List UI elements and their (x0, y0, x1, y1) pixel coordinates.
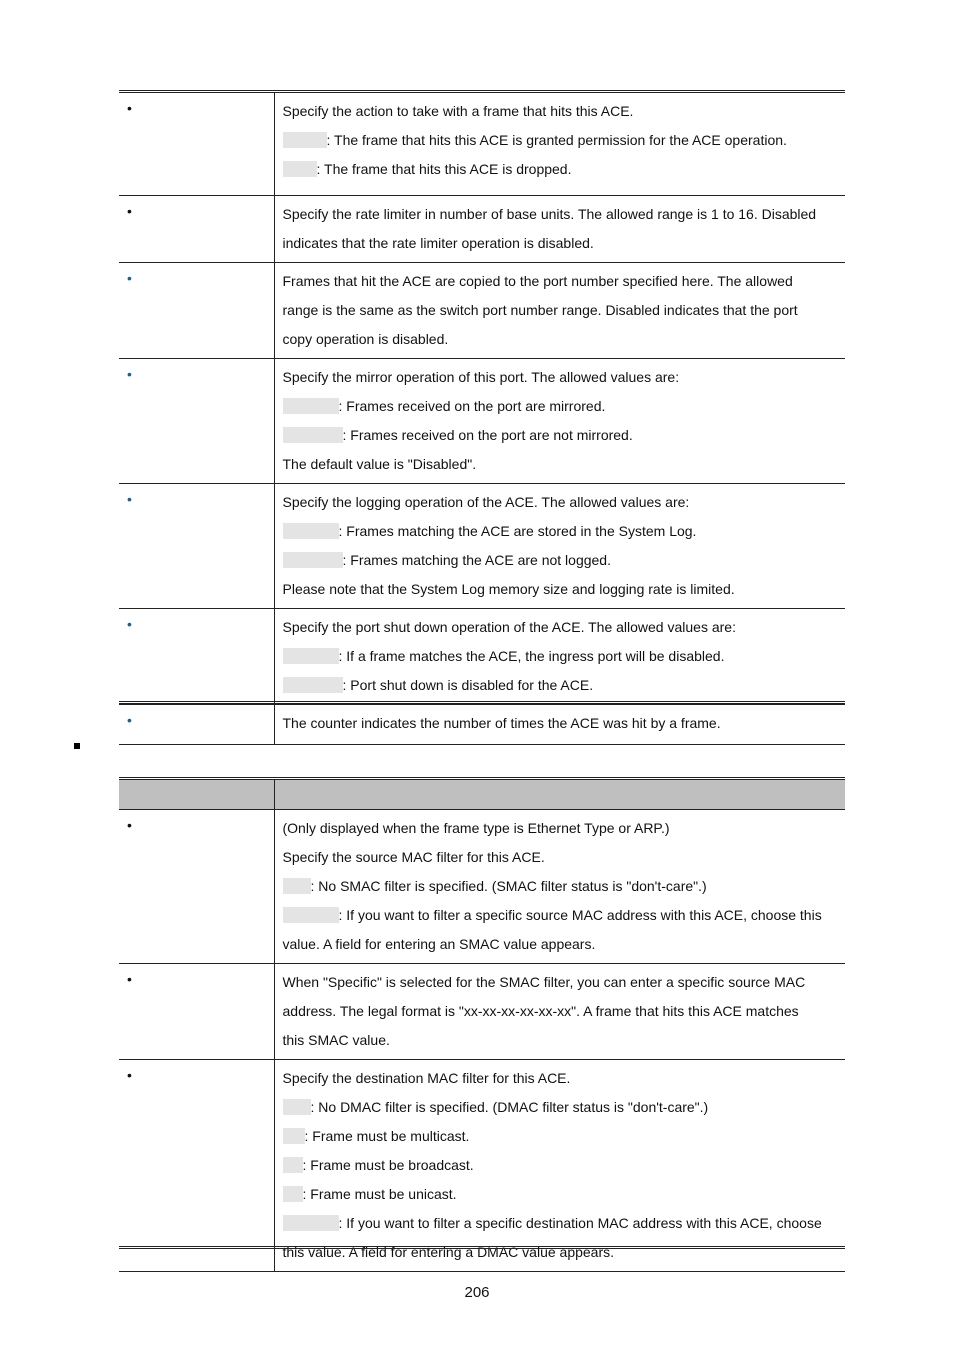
description-cell (274, 1060, 845, 1272)
description-line (283, 901, 840, 930)
description-line (283, 709, 840, 738)
description-text: Specify the action to take with a frame that hits this ACE. (282, 103, 634, 119)
description-line (283, 488, 840, 517)
description-line (283, 363, 840, 392)
description-line (283, 1026, 840, 1055)
parameter-cell (119, 92, 274, 196)
bullet-icon: • (127, 817, 132, 833)
description-text: Frames that hit the ACE are copied to the port number specified here. The allowed (282, 273, 793, 289)
table-row (119, 609, 845, 705)
description-text: Specify the logging operation of the ACE. The allowed values are: (282, 494, 690, 510)
parameter-cell (119, 359, 274, 484)
description-text: Specify the source MAC filter for this ACE. (282, 849, 545, 865)
value-placeholder (283, 677, 343, 693)
parameter-cell (119, 1060, 274, 1272)
description-line (283, 155, 840, 184)
bullet-icon: • (127, 971, 132, 987)
description-line (283, 968, 840, 997)
description-line (283, 392, 840, 421)
parameter-cell (119, 964, 274, 1060)
description-line (283, 642, 840, 671)
description-text: value. A field for entering an SMAC value appears. (282, 936, 596, 952)
description-line (283, 126, 840, 155)
bullet-icon: • (127, 1067, 132, 1083)
description-text: : The frame that hits this ACE is granted permission for the ACE operation. (326, 132, 787, 148)
description-line (283, 930, 840, 959)
description-text: Specify the mirror operation of this port. The allowed values are: (282, 369, 680, 385)
description-line (283, 325, 840, 354)
parameter-cell (119, 810, 274, 964)
section-bullet-square-icon (74, 743, 80, 749)
description-line (283, 1093, 840, 1122)
description-text: address. The legal format is "xx-xx-xx-xx-xx-xx". A frame that hits this ACE matches (282, 1003, 799, 1019)
table-row (119, 359, 845, 484)
description-text: The counter indicates the number of times the ACE was hit by a frame. (282, 715, 721, 731)
bullet-icon: • (127, 712, 132, 728)
table-1-bottom-rule (119, 701, 845, 704)
value-placeholder (283, 1128, 305, 1144)
description-text: (Only displayed when the frame type is Ethernet Type or ARP.) (282, 820, 670, 836)
description-text: : Frames matching the ACE are not logged. (342, 552, 611, 568)
description-text: When "Specific" is selected for the SMAC filter, you can enter a specific source MAC (282, 974, 806, 990)
description-line (283, 575, 840, 604)
value-placeholder (283, 907, 339, 923)
value-placeholder (283, 552, 343, 568)
description-cell (274, 705, 845, 745)
description-line (283, 97, 840, 126)
description-text: Please note that the System Log memory size and logging rate is limited. (282, 581, 735, 597)
description-line (283, 843, 840, 872)
description-line (283, 421, 840, 450)
description-text: Specify the rate limiter in number of base units. The allowed range is 1 to 16. Disabled (282, 206, 817, 222)
description-line (283, 296, 840, 325)
table-row (119, 196, 845, 263)
description-text: The default value is "Disabled". (282, 456, 477, 472)
description-text: : No SMAC filter is specified. (SMAC filter status is "don't-care".) (310, 878, 707, 894)
value-placeholder (283, 878, 311, 894)
description-cell (274, 609, 845, 705)
parameter-cell (119, 263, 274, 359)
description-line (283, 613, 840, 642)
description-cell (274, 359, 845, 484)
table-2-bottom-rule (119, 1246, 845, 1249)
description-line (283, 1209, 840, 1238)
description-line (283, 1122, 840, 1151)
value-placeholder (283, 1157, 303, 1173)
description-cell (274, 964, 845, 1060)
description-text: : Frames received on the port are not mirrored. (342, 427, 633, 443)
description-text: : Port shut down is disabled for the ACE. (342, 677, 594, 693)
value-placeholder (283, 1099, 311, 1115)
description-text: : Frame must be multicast. (304, 1128, 470, 1144)
description-text: Specify the destination MAC filter for this ACE. (282, 1070, 571, 1086)
parameter-table-2 (119, 777, 845, 1272)
description-line (283, 200, 840, 229)
description-line (283, 546, 840, 575)
table-row (119, 92, 845, 196)
description-text: copy operation is disabled. (282, 331, 449, 347)
value-placeholder (283, 648, 339, 664)
description-cell (274, 196, 845, 263)
description-line (283, 671, 840, 700)
description-text: this SMAC value. (282, 1032, 390, 1048)
description-line (283, 814, 840, 843)
value-placeholder (283, 161, 317, 177)
description-line (283, 450, 840, 479)
parameter-table-1 (119, 90, 845, 745)
parameter-cell (119, 609, 274, 705)
description-text: : No DMAC filter is specified. (DMAC filter status is "don't-care".) (310, 1099, 709, 1115)
bullet-icon: • (127, 491, 132, 507)
description-text: : Frame must be broadcast. (302, 1157, 474, 1173)
description-line (283, 1151, 840, 1180)
description-text: : If a frame matches the ACE, the ingress port will be disabled. (338, 648, 725, 664)
description-line (283, 229, 840, 258)
table-row (119, 705, 845, 745)
value-placeholder (283, 1215, 339, 1231)
bullet-icon: • (127, 203, 132, 219)
value-placeholder (283, 427, 343, 443)
value-placeholder (283, 132, 327, 148)
table-row (119, 1060, 845, 1272)
table-row (119, 484, 845, 609)
description-line (283, 1180, 840, 1209)
description-text: : If you want to filter a specific destination MAC address with this ACE, choose (338, 1215, 822, 1231)
page-number: 206 (464, 1284, 490, 1301)
description-text: : Frame must be unicast. (302, 1186, 457, 1202)
description-line (283, 997, 840, 1026)
description-line (283, 517, 840, 546)
parameter-cell (119, 484, 274, 609)
description-text: range is the same as the switch port number range. Disabled indicates that the port (282, 302, 798, 318)
description-text: indicates that the rate limiter operation is disabled. (282, 235, 594, 251)
parameter-cell (119, 196, 274, 263)
table-header-row (119, 779, 845, 810)
table-row (119, 964, 845, 1060)
value-placeholder (283, 1186, 303, 1202)
header-cell-object (119, 779, 274, 810)
description-text: this value. A field for entering a DMAC value appears. (282, 1244, 615, 1260)
description-line (283, 267, 840, 296)
description-text: Specify the port shut down operation of the ACE. The allowed values are: (282, 619, 736, 635)
parameter-cell (119, 705, 274, 745)
description-cell (274, 484, 845, 609)
description-line (283, 1064, 840, 1093)
description-text: : If you want to filter a specific source MAC address with this ACE, choose this (338, 907, 822, 923)
description-line (283, 872, 840, 901)
value-placeholder (283, 523, 339, 539)
description-cell (274, 92, 845, 196)
bullet-icon: • (127, 100, 132, 116)
description-text: : Frames received on the port are mirrored. (338, 398, 606, 414)
bullet-icon: • (127, 270, 132, 286)
bullet-icon: • (127, 616, 132, 632)
description-line (283, 1238, 840, 1267)
description-text: : The frame that hits this ACE is dropped. (316, 161, 572, 177)
description-cell (274, 263, 845, 359)
bullet-icon: • (127, 366, 132, 382)
description-cell (274, 810, 845, 964)
table-row (119, 810, 845, 964)
table-row (119, 263, 845, 359)
value-placeholder (283, 398, 339, 414)
description-text: : Frames matching the ACE are stored in the System Log. (338, 523, 697, 539)
header-cell-description (274, 779, 845, 810)
